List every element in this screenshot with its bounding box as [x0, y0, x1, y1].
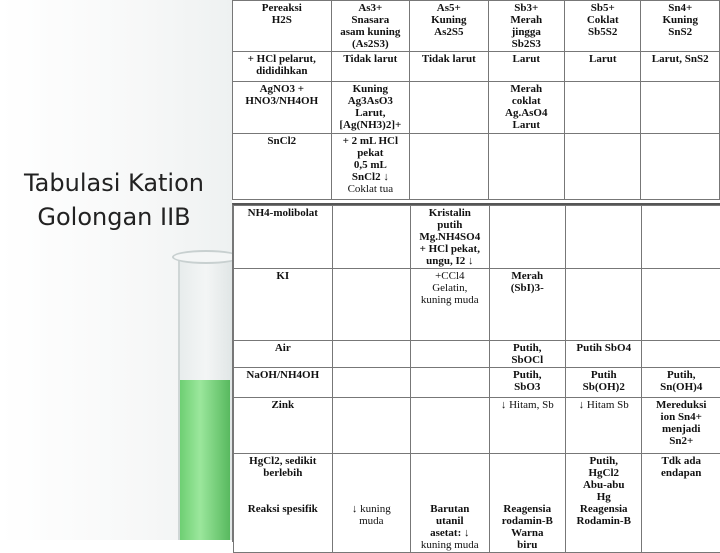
table-cell: Tdk ada endapan [642, 454, 720, 553]
table-cell: Mereduksi ion Sn4+ menjadi Sn2+ [642, 398, 720, 454]
specific-reaction: Barutan utanil asetat: ↓ [430, 503, 469, 539]
table-row [234, 454, 720, 553]
reagent-cell: KI [234, 269, 333, 341]
table-cell: ↓ kuning muda [332, 454, 410, 553]
table-cell [642, 269, 720, 341]
table-cell [332, 368, 410, 398]
header-cell: As3+ Snasara asam kuning (As2S3) [331, 1, 409, 52]
table-cell: +CCl4 Gelatin, kuning muda [411, 269, 489, 341]
top-table-header-row [233, 1, 720, 52]
table-cell [410, 82, 488, 134]
top-table [232, 0, 720, 200]
table-cell: Merah (SbI)3- [489, 269, 565, 341]
table-cell [411, 368, 489, 398]
table-cell: SnCl2 [233, 134, 332, 200]
table-row [234, 368, 720, 398]
table-cell: AgNO3 + HNO3/NH4OH [233, 82, 332, 134]
table-row [234, 398, 720, 454]
background-photo [0, 0, 232, 540]
table-cell: Tidak larut [410, 52, 488, 82]
table-cell [332, 341, 410, 368]
slide-title: Tabulasi Kation Golongan IIB [8, 166, 220, 234]
header-cell: Pereaksi H2S [233, 1, 332, 52]
table-cell: Putih, Sn(OH)4 [642, 368, 720, 398]
table-cell [642, 206, 720, 269]
table-row [233, 52, 720, 82]
table-cell [332, 269, 410, 341]
table-cell: Tidak larut [331, 52, 409, 82]
table-cell [565, 82, 641, 134]
header-cell: Sb3+ Merah jingga Sb2S3 [488, 1, 564, 52]
test-tube-rim [172, 250, 232, 264]
table-cell: Larut, SnS2 [641, 52, 720, 82]
table-cell: Kristalin putih Mg.NH4SO4 + HCl pekat, ungu, I2 ↓ [411, 206, 489, 269]
table-cell [566, 206, 642, 269]
reagent-cell: Air [234, 341, 333, 368]
table-row [234, 341, 720, 368]
table-cell: Putih, SbOCl [489, 341, 565, 368]
reagent-cell: Zink [234, 398, 333, 454]
table-cell: Putih Sb(OH)2 [566, 368, 642, 398]
table-cell: ↓ Hitam Sb [566, 398, 642, 454]
table-cell: Larut [565, 52, 641, 82]
table-cell [641, 82, 720, 134]
table-cell [565, 134, 641, 200]
reagent-cell: NH4-molibolat [234, 206, 333, 269]
sncl2-reaction: + 2 mL HCl pekat 0,5 mL SnCl2 ↓ [343, 135, 398, 183]
table-cell: Larut [488, 52, 564, 82]
table-row [234, 206, 720, 269]
table-row [233, 82, 720, 134]
table-cell [566, 269, 642, 341]
table-cell: Putih SbO4 [566, 341, 642, 368]
table-cell [331, 134, 409, 200]
table-cell [642, 341, 720, 368]
table-cell: Putih, SbO3 [489, 368, 565, 398]
table-cell: Reagensia rodamin-B Warna biru [489, 454, 565, 553]
table-cell [641, 134, 720, 200]
top-table-image [232, 0, 720, 200]
table-cell [411, 454, 489, 553]
table-cell: + HCl pelarut, dididihkan [233, 52, 332, 82]
table-cell: Merah coklat Ag.AsO4 Larut [488, 82, 564, 134]
header-cell: Sn4+ Kuning SnS2 [641, 1, 720, 52]
bottom-table-image [232, 203, 720, 542]
table-cell: ↓ Hitam, Sb [489, 398, 565, 454]
header-cell: As5+ Kuning As2S5 [410, 1, 488, 52]
table-cell [332, 398, 410, 454]
sncl2-note: Coklat tua [334, 183, 407, 195]
reagent-cell: NaOH/NH4OH [234, 368, 333, 398]
table-cell [411, 398, 489, 454]
table-cell: Putih, HgCl2 Abu-abu Hg Reagensia Rodamin-B [566, 454, 642, 553]
table-cell [410, 134, 488, 200]
table-cell [411, 341, 489, 368]
specific-reaction-note: kuning muda [413, 539, 486, 551]
header-cell: Sb5+ Coklat Sb5S2 [565, 1, 641, 52]
table-cell [332, 206, 410, 269]
green-liquid [180, 380, 230, 540]
bottom-table [233, 205, 720, 553]
table-cell [489, 206, 565, 269]
reagent-cell: HgCl2, sedikit berlebih Reaksi spesifik [234, 454, 333, 553]
table-cell [488, 134, 564, 200]
table-row [233, 134, 720, 200]
table-cell: Kuning Ag3AsO3 Larut, [Ag(NH3)2]+ [331, 82, 409, 134]
table-row [234, 269, 720, 341]
